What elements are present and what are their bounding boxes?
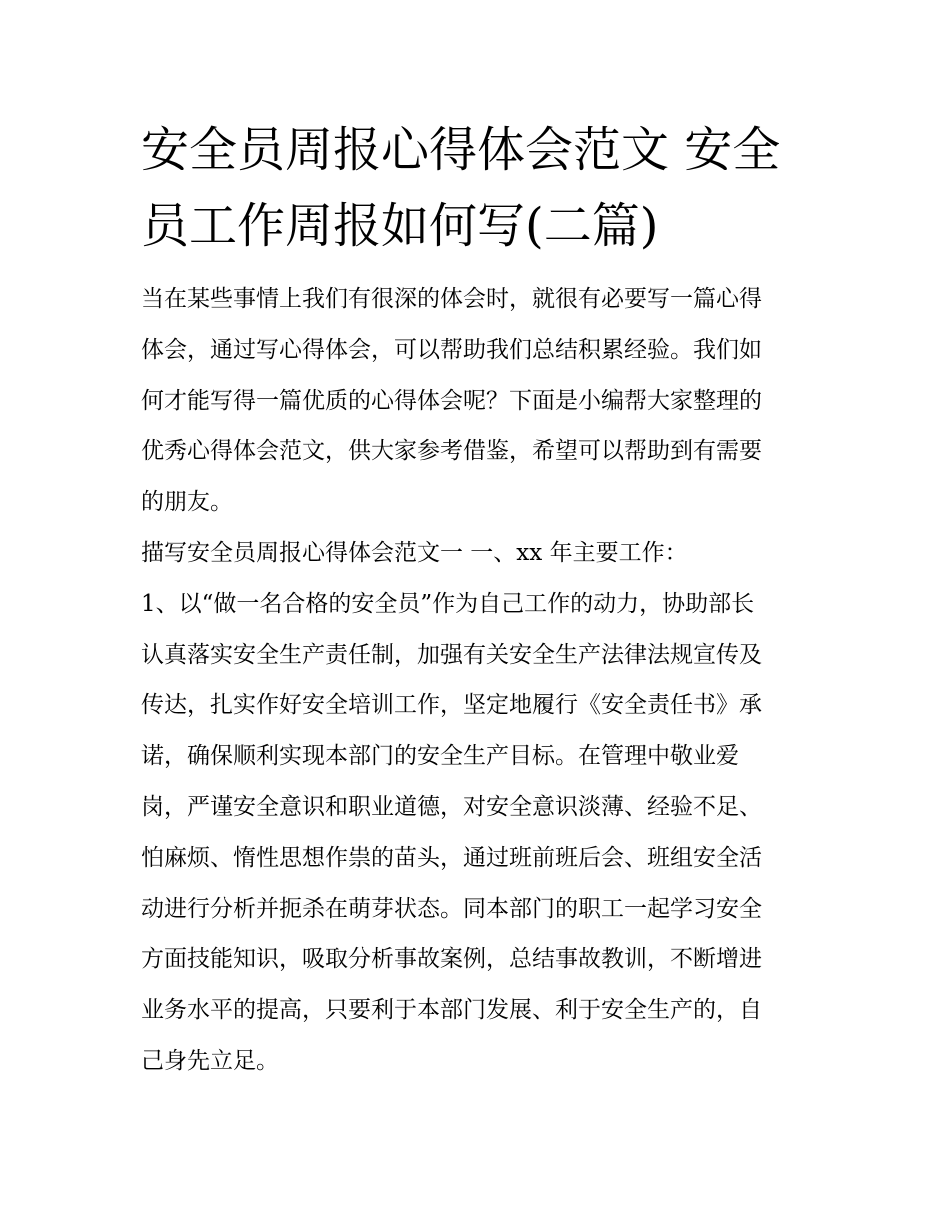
body-line: 1、以“做一名合格的安全员”作为自己工作的动力，协助部长 — [141, 590, 755, 617]
body-line: 动进行分析并扼杀在萌芽状态。同本部门的职工一起学习安全 — [141, 895, 762, 922]
body-line: 优秀心得体会范文，供大家参考借鉴，希望可以帮助到有需要 — [141, 438, 762, 465]
body-line: 诺，确保顺利实现本部门的安全生产目标。在管理中敬业爱 — [141, 743, 739, 770]
title-line: 员工作周报如何写(二篇) — [141, 198, 659, 254]
body-line: 认真落实安全生产责任制，加强有关安全生产法律法规宣传及 — [141, 641, 762, 668]
body-line: 当在某些事情上我们有很深的体会时，就很有必要写一篇心得 — [141, 286, 762, 312]
body-line: 传达，扎实作好安全培训工作，坚定地履行《安全责任书》承 — [141, 692, 762, 719]
body-line: 己身先立足。 — [141, 1047, 279, 1074]
document-body — [141, 274, 813, 1087]
document-title — [141, 112, 813, 264]
title-line: 安全员周报心得体会范文 安全 — [141, 122, 781, 178]
body-line: 业务水平的提高，只要利于本部门发展、利于安全生产的，自 — [141, 997, 762, 1024]
section-heading: 描写安全员周报心得体会范文一 一、xx 年主要工作： — [141, 539, 688, 566]
body-line: 怕麻烦、惰性思想作祟的苗头，通过班前班后会、班组安全活 — [141, 844, 762, 871]
body-line: 岗，严谨安全意识和职业道德，对安全意识淡薄、经验不足、 — [141, 793, 762, 820]
body-line: 的朋友。 — [141, 489, 233, 516]
body-line: 方面技能知识，吸取分析事故案例，总结事故教训，不断增进 — [141, 946, 762, 973]
body-line: 体会，通过写心得体会，可以帮助我们总结积累经验。我们如 — [141, 336, 762, 363]
body-line: 何才能写得一篇优质的心得体会呢？下面是小编帮大家整理的 — [141, 387, 762, 414]
document-content — [141, 112, 813, 1087]
